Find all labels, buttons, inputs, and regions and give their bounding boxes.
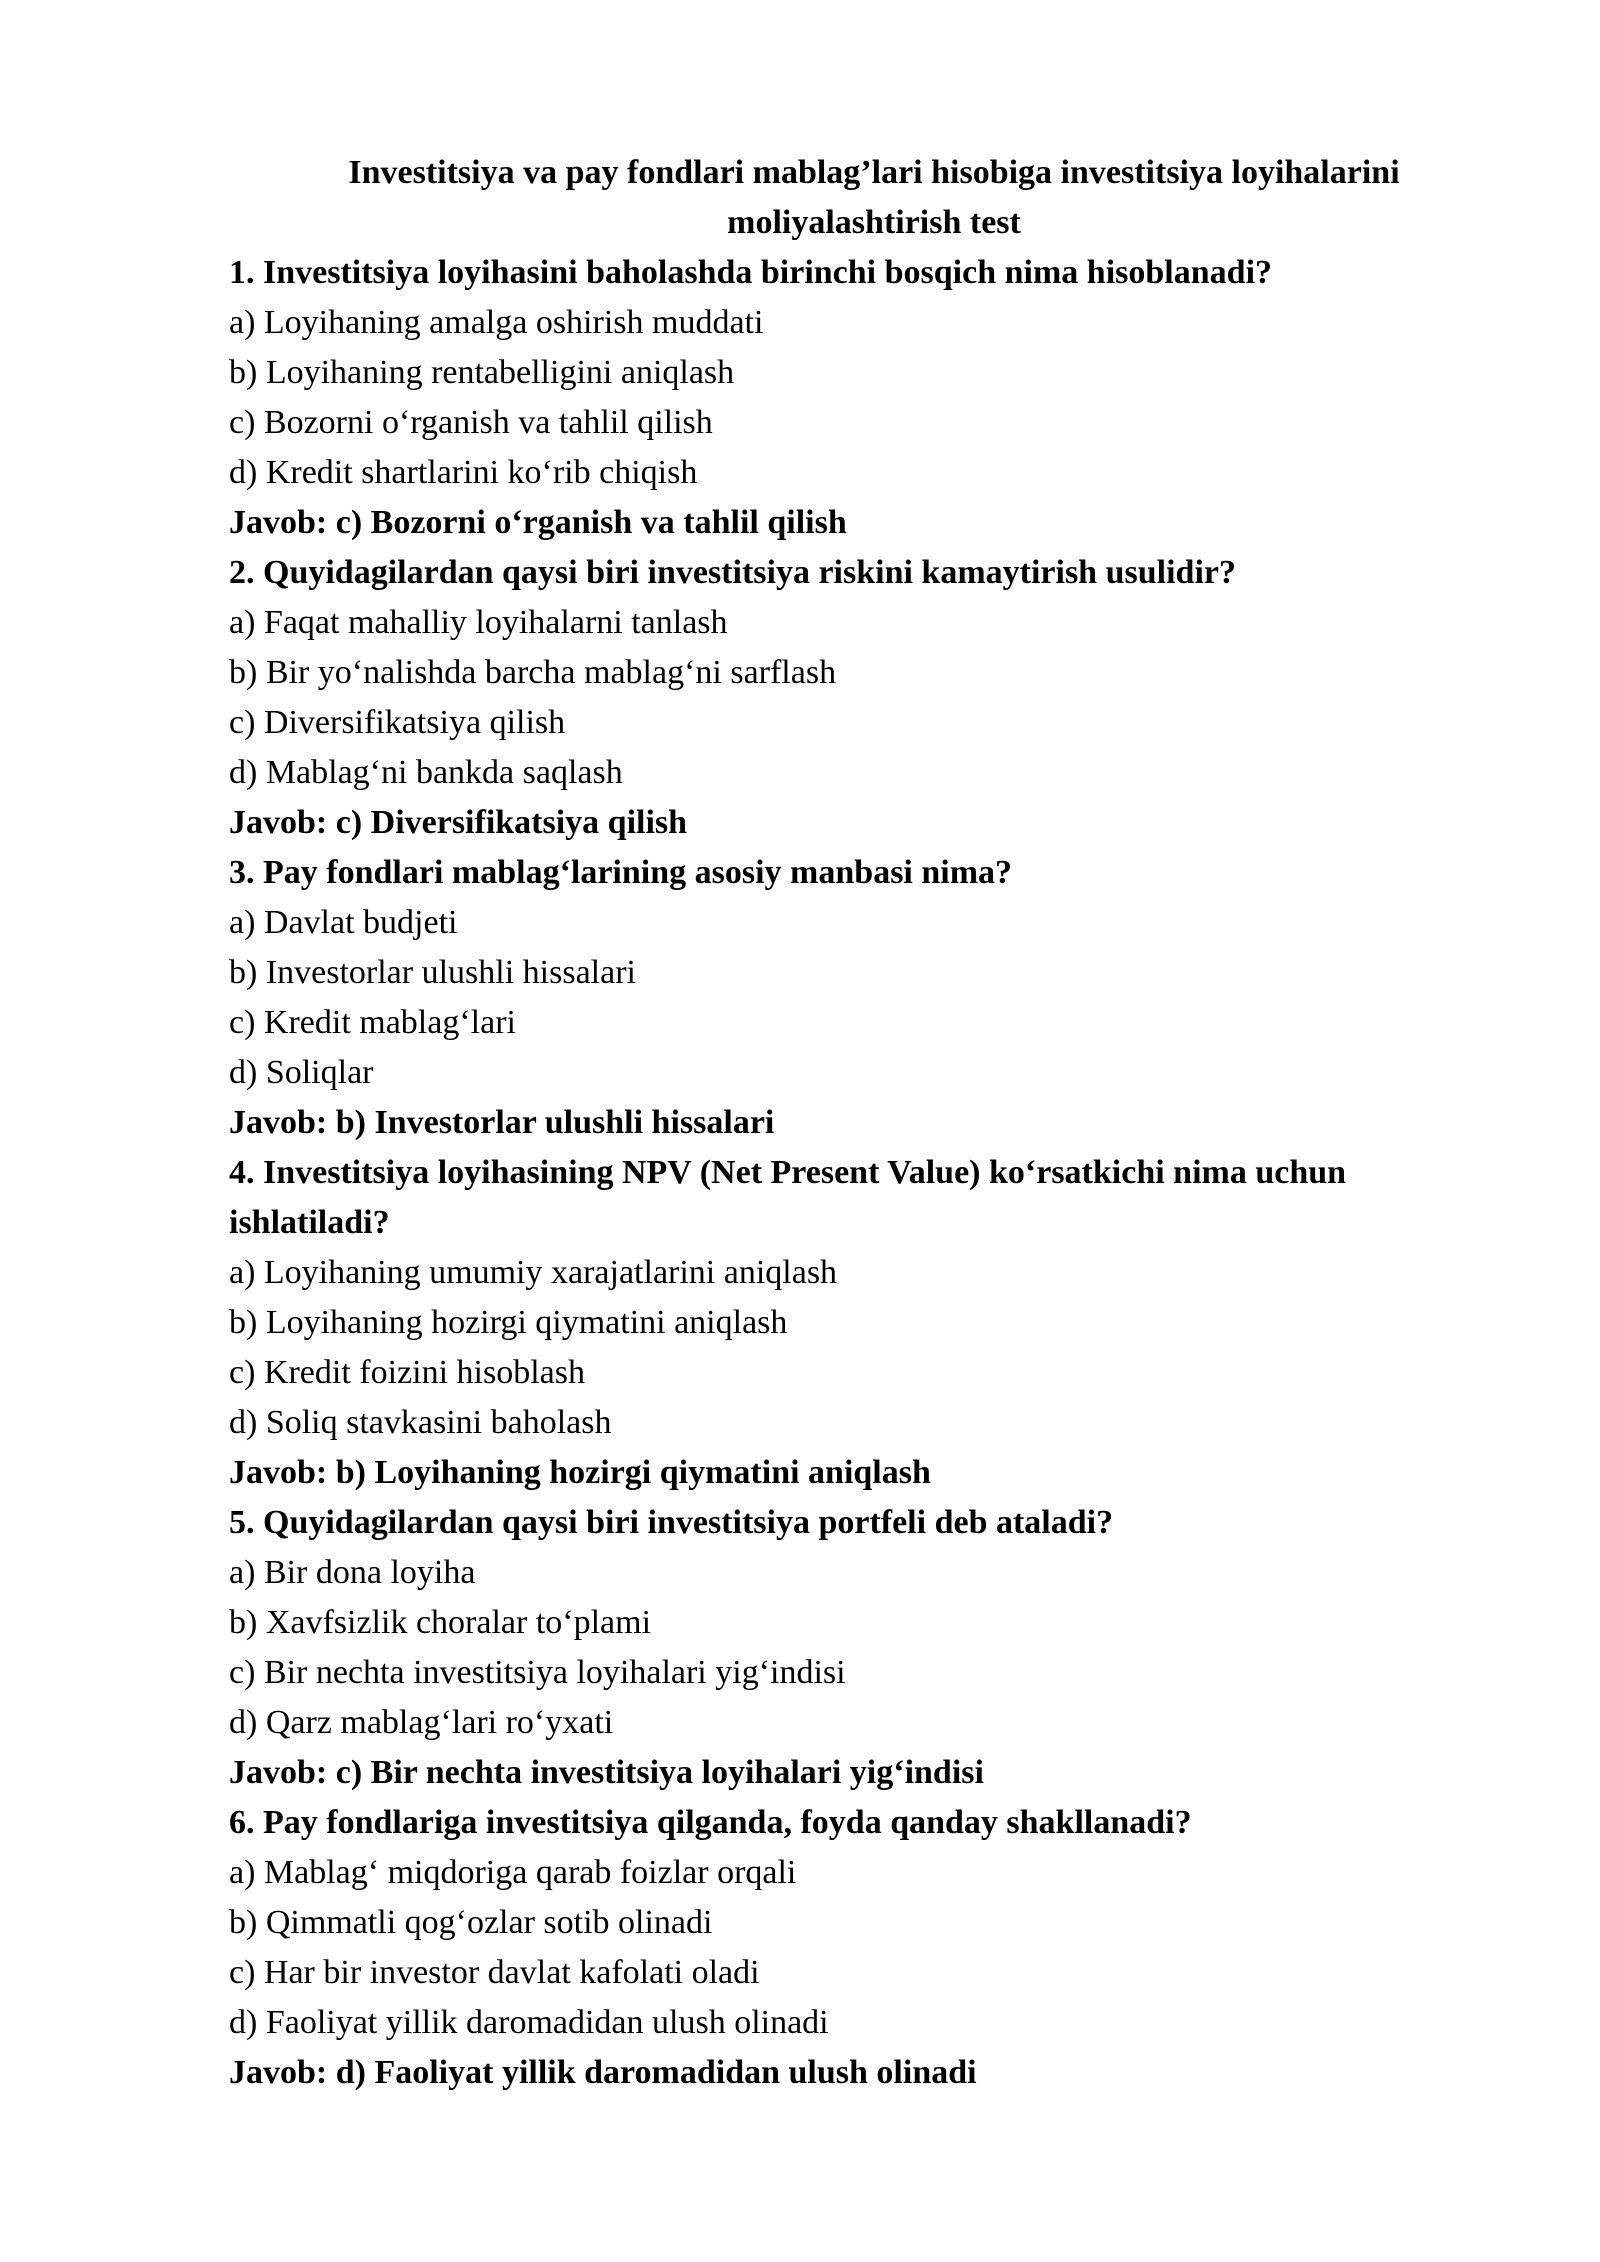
question-block	[229, 848, 1489, 1148]
question-text	[229, 848, 1489, 898]
answer-option: a) Davlat budjeti	[229, 904, 458, 941]
title-line: Investitsiya va pay fondlari mablag’lari hisobiga investitsiya loyihalarini	[348, 154, 1400, 191]
answer-option: b) Bir yo‘nalishda barcha mablag‘ni sarflash	[229, 654, 837, 691]
answer-option: d) Kredit shartlarini ko‘rib chiqish	[229, 454, 698, 491]
answer-option: d) Qarz mablag‘lari ro‘yxati	[229, 1704, 614, 1741]
question-line: 3. Pay fondlari mablag‘larining asosiy manbasi nima?	[229, 854, 1013, 891]
answer-option: b) Qimmatli qog‘ozlar sotib olinadi	[229, 1904, 713, 1941]
answer-option: d) Mablag‘ni bankda saqlash	[229, 754, 623, 791]
question-text	[229, 1498, 1489, 1548]
correct-answer: Javob: c) Bir nechta investitsiya loyihalari yig‘indisi	[229, 1754, 984, 1791]
question-block	[229, 248, 1489, 548]
answer-option: c) Kredit mablag‘lari	[229, 1004, 516, 1041]
answer-option: d) Soliqlar	[229, 1054, 374, 1091]
question-line: 4. Investitsiya loyihasining NPV (Net Present Value) ko‘rsatkichi nima uchun	[229, 1154, 1347, 1191]
question-line: ishlatiladi?	[229, 1204, 390, 1241]
question-text	[229, 1798, 1489, 1848]
answer-option: b) Investorlar ulushli hissalari	[229, 954, 636, 991]
title-line: moliyalashtirish test	[727, 204, 1021, 241]
correct-answer: Javob: c) Diversifikatsiya qilish	[229, 804, 688, 841]
correct-answer: Javob: c) Bozorni o‘rganish va tahlil qilish	[229, 504, 847, 541]
correct-answer: Javob: b) Investorlar ulushli hissalari	[229, 1104, 775, 1141]
answer-option: c) Diversifikatsiya qilish	[229, 704, 566, 741]
question-text	[229, 248, 1489, 298]
answer-option: b) Loyihaning hozirgi qiymatini aniqlash	[229, 1304, 788, 1341]
question-block	[229, 1498, 1489, 1798]
question-line: 5. Quyidagilardan qaysi biri investitsiya portfeli deb ataladi?	[229, 1504, 1114, 1541]
answer-option: b) Xavfsizlik choralar to‘plami	[229, 1604, 652, 1641]
answer-option: a) Faqat mahalliy loyihalarni tanlash	[229, 604, 728, 641]
answer-option: d) Faoliyat yillik daromadidan ulush olinadi	[229, 2004, 829, 2041]
answer-option: a) Loyihaning umumiy xarajatlarini aniqlash	[229, 1254, 838, 1291]
answer-option: b) Loyihaning rentabelligini aniqlash	[229, 354, 735, 391]
answer-option: a) Mablag‘ miqdoriga qarab foizlar orqali	[229, 1854, 797, 1891]
question-block	[229, 548, 1489, 848]
question-text	[229, 1148, 1489, 1248]
answer-option: a) Bir dona loyiha	[229, 1554, 476, 1591]
question-block	[229, 1798, 1489, 2098]
answer-option: c) Har bir investor davlat kafolati oladi	[229, 1954, 760, 1991]
answer-option: c) Kredit foizini hisoblash	[229, 1354, 585, 1391]
answer-option: c) Bozorni o‘rganish va tahlil qilish	[229, 404, 713, 441]
answer-option: c) Bir nechta investitsiya loyihalari yig‘indisi	[229, 1654, 846, 1691]
document-page	[229, 148, 1489, 2098]
correct-answer: Javob: b) Loyihaning hozirgi qiymatini aniqlash	[229, 1454, 931, 1491]
question-text	[229, 548, 1489, 598]
question-line: 1. Investitsiya loyihasini baholashda birinchi bosqich nima hisoblanadi?	[229, 254, 1273, 291]
question-line: 6. Pay fondlariga investitsiya qilganda, foyda qanday shakllanadi?	[229, 1804, 1192, 1841]
answer-option: d) Soliq stavkasini baholash	[229, 1404, 612, 1441]
document-title	[229, 148, 1489, 248]
answer-option: a) Loyihaning amalga oshirish muddati	[229, 304, 764, 341]
correct-answer: Javob: d) Faoliyat yillik daromadidan ulush olinadi	[229, 2054, 977, 2091]
question-line: 2. Quyidagilardan qaysi biri investitsiya riskini kamaytirish usulidir?	[229, 554, 1236, 591]
question-block	[229, 1148, 1489, 1498]
